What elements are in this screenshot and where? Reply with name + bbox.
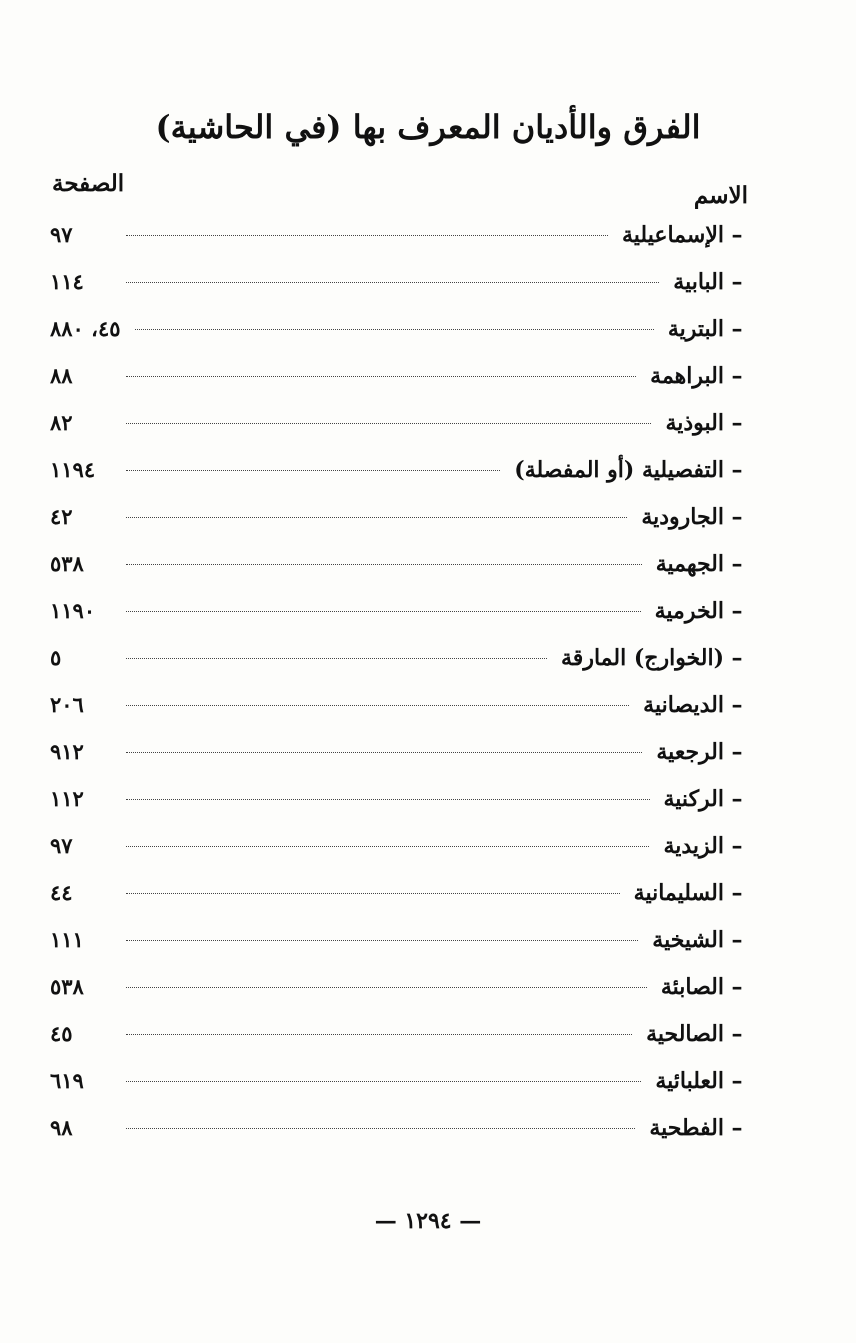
- entry-name: (الخوارج) المارقة: [561, 645, 724, 671]
- index-entry: [50, 786, 750, 833]
- entry-dash: –: [731, 645, 743, 671]
- page-column-header: الصفحة: [52, 170, 125, 197]
- dot-leader: [126, 1081, 641, 1082]
- entry-page-number: ١١١: [50, 927, 84, 952]
- dot-leader: [126, 470, 500, 471]
- entry-name: العلبائية: [655, 1068, 724, 1094]
- entry-name: الزيدية: [663, 833, 724, 859]
- dot-leader: [126, 799, 650, 800]
- entry-page-number: ١١٢: [50, 786, 84, 811]
- entry-name: الشيخية: [652, 927, 724, 953]
- entry-dash: –: [731, 786, 743, 812]
- entry-dash: –: [731, 363, 743, 389]
- entry-name: البراهمة: [650, 363, 724, 389]
- entry-page-number: ١١٩٤: [50, 457, 96, 482]
- entry-name: الجهمية: [655, 551, 724, 577]
- entry-page-number: ٥٣٨: [50, 974, 84, 999]
- dot-leader: [126, 846, 649, 847]
- entry-page-number: ٩١٢: [50, 739, 84, 764]
- index-entry: [50, 1021, 750, 1068]
- entry-dash: –: [731, 504, 743, 530]
- entry-page-number: ٩٨: [50, 1115, 73, 1140]
- entry-page-number: ٩٧: [50, 222, 73, 247]
- dot-leader: [126, 517, 627, 518]
- dot-leader: [126, 987, 647, 988]
- entry-dash: –: [731, 739, 743, 765]
- index-list: [50, 222, 750, 1162]
- entry-dash: –: [731, 880, 743, 906]
- index-entry: [50, 316, 750, 363]
- entry-dash: –: [731, 269, 743, 295]
- entry-name: الخرمية: [654, 598, 724, 624]
- entry-page-number: ٥: [50, 645, 62, 670]
- entry-dash: –: [731, 927, 743, 953]
- entry-name: الإسماعيلية: [622, 222, 724, 248]
- index-entry: [50, 551, 750, 598]
- entry-name: الديصانية: [643, 692, 724, 718]
- entry-dash: –: [731, 833, 743, 859]
- entry-dash: –: [731, 1068, 743, 1094]
- dot-leader: [126, 564, 642, 565]
- entry-dash: –: [731, 692, 743, 718]
- index-entry: [50, 222, 750, 269]
- page-title: الفرق والأديان المعرف بها (في الحاشية): [155, 108, 701, 146]
- entry-name: الرجعية: [656, 739, 724, 765]
- entry-page-number: ٤٤: [50, 880, 73, 905]
- entry-dash: –: [731, 1115, 743, 1141]
- entry-name: الفطحية: [649, 1115, 724, 1141]
- dot-leader: [135, 329, 654, 330]
- index-entry: [50, 504, 750, 551]
- dot-leader: [126, 1034, 632, 1035]
- entry-dash: –: [731, 316, 743, 342]
- entry-name: الصالحية: [646, 1021, 724, 1047]
- index-entry: [50, 927, 750, 974]
- dot-leader: [126, 423, 651, 424]
- entry-name: الركنية: [663, 786, 724, 812]
- entry-name: التفصيلية (أو المفصلة): [514, 457, 724, 483]
- index-entry: [50, 1115, 750, 1162]
- entry-dash: –: [731, 457, 743, 483]
- index-entry: [50, 833, 750, 880]
- entry-dash: –: [731, 598, 743, 624]
- entry-page-number: ٥٣٨: [50, 551, 84, 576]
- entry-name: الصابئة: [660, 974, 724, 1000]
- index-entry: [50, 269, 750, 316]
- index-entry: [50, 410, 750, 457]
- index-entry: [50, 974, 750, 1021]
- entry-page-number: ٢٠٦: [50, 692, 84, 717]
- dot-leader: [126, 658, 547, 659]
- dot-leader: [126, 611, 641, 612]
- entry-page-number: ٦١٩: [50, 1068, 84, 1093]
- entry-dash: –: [731, 410, 743, 436]
- entry-dash: –: [731, 551, 743, 577]
- index-entry: [50, 1068, 750, 1115]
- entry-page-number: ٨٢: [50, 410, 73, 435]
- entry-dash: –: [731, 222, 743, 248]
- index-entry: [50, 457, 750, 504]
- dot-leader: [126, 752, 642, 753]
- entry-dash: –: [731, 974, 743, 1000]
- index-entry: [50, 692, 750, 739]
- entry-name: الجارودية: [641, 504, 724, 530]
- dot-leader: [126, 940, 638, 941]
- index-entry: [50, 645, 750, 692]
- dot-leader: [126, 705, 629, 706]
- entry-name: البوذية: [665, 410, 724, 436]
- entry-name: البترية: [667, 316, 724, 342]
- name-column-header: الاسم: [693, 182, 748, 209]
- dot-leader: [126, 235, 608, 236]
- index-entry: [50, 598, 750, 645]
- entry-page-number: ١١٩٠: [50, 598, 96, 623]
- entry-page-number: ٤٥، ٨٨٠: [50, 316, 121, 341]
- entry-page-number: ٤٢: [50, 504, 73, 529]
- entry-dash: –: [731, 1021, 743, 1047]
- entry-page-number: ٩٧: [50, 833, 73, 858]
- index-entry: [50, 739, 750, 786]
- dot-leader: [126, 893, 620, 894]
- entry-name: البابية: [673, 269, 724, 295]
- dot-leader: [126, 282, 659, 283]
- page-number: — ١٢٩٤ —: [374, 1208, 482, 1234]
- index-entry: [50, 880, 750, 927]
- entry-name: السليمانية: [633, 880, 724, 906]
- index-entry: [50, 363, 750, 410]
- entry-page-number: ١١٤: [50, 269, 84, 294]
- entry-page-number: ٨٨: [50, 363, 73, 388]
- entry-page-number: ٤٥: [50, 1021, 73, 1046]
- dot-leader: [126, 376, 636, 377]
- dot-leader: [126, 1128, 635, 1129]
